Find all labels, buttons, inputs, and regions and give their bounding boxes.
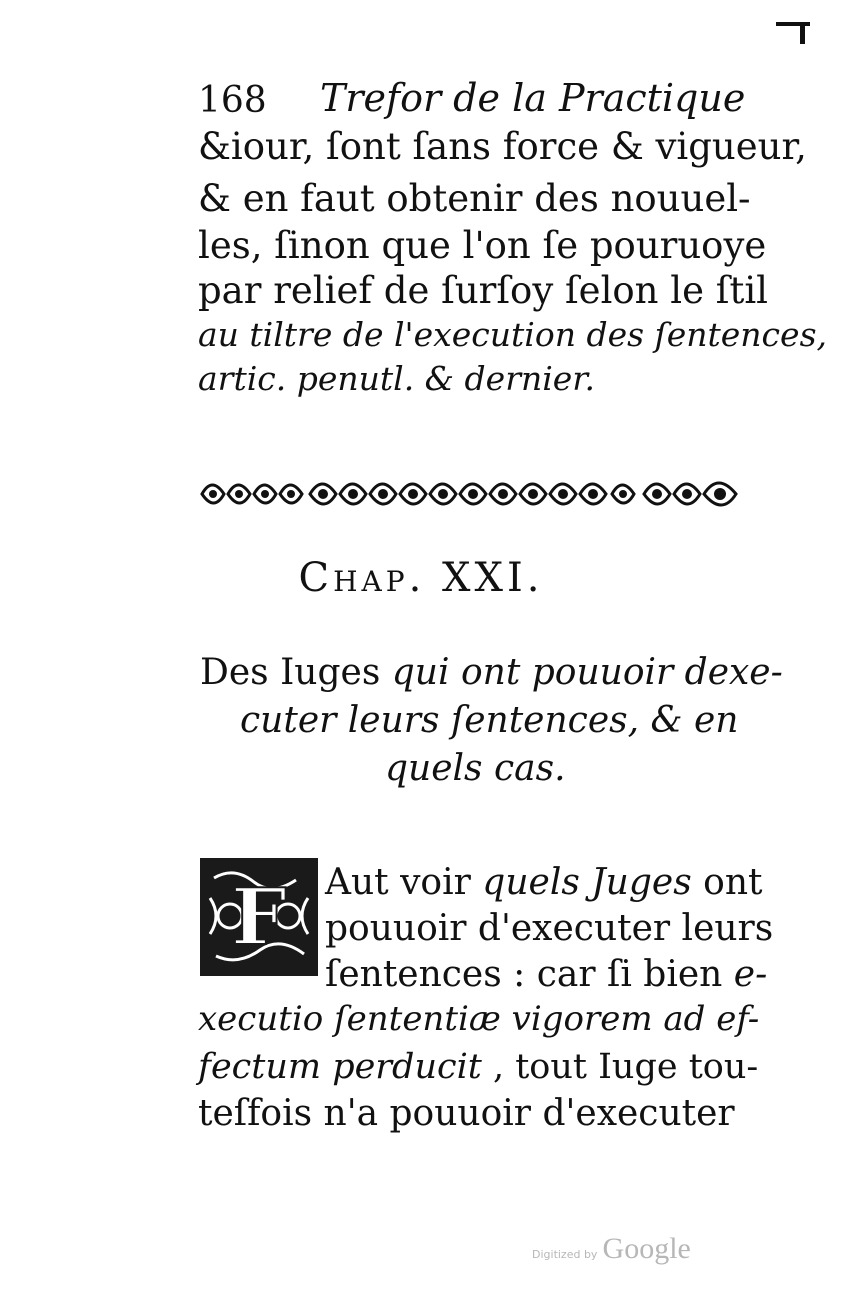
chapter-subtitle-line: quels cas. bbox=[385, 748, 566, 789]
digitized-watermark bbox=[532, 1232, 691, 1266]
paragraph-line: fectum perducit , tout Iuge tou- bbox=[198, 1047, 759, 1087]
chapter-subtitle-line: Des Iuges qui ont pouuoir dexe- bbox=[200, 652, 783, 693]
chapter-subtitle-line: cuter leurs ſentences, & en bbox=[240, 700, 739, 741]
chapter-heading: Chap. XXI. bbox=[298, 555, 544, 601]
fleuron-band-icon bbox=[198, 470, 743, 518]
watermark-brand: Google bbox=[602, 1232, 691, 1265]
running-title: Trefor de la Practique bbox=[320, 76, 746, 120]
body-line-italic: artic. penutl. & dernier. bbox=[198, 359, 595, 398]
paragraph-line: teſfois n'a pouuoir d'executer bbox=[198, 1093, 735, 1134]
page-number: 168 bbox=[198, 80, 267, 121]
paragraph-line: xecutio ſententiæ vigorem ad ef- bbox=[198, 999, 760, 1039]
body-line: & en faut obtenir des nouuel- bbox=[198, 177, 751, 220]
paragraph-line: ſentences : car ſi bien e- bbox=[325, 954, 768, 995]
body-line: par relief de ſurſoy ſelon le ſtil bbox=[198, 269, 768, 312]
watermark-prefix: Digitized by bbox=[532, 1248, 598, 1261]
svg-text:F: F bbox=[231, 872, 287, 963]
body-line-italic: au tiltre de l'execution des ſentences, bbox=[198, 315, 827, 354]
paragraph-line: Aut voir quels Juges ont bbox=[325, 862, 763, 903]
decorated-initial-icon bbox=[200, 858, 318, 976]
body-line: &iour, ſont ſans force & vigueur, bbox=[198, 125, 807, 168]
paragraph-line: pouuoir d'executer leurs bbox=[325, 908, 774, 949]
page-header bbox=[198, 72, 758, 132]
scan-mark bbox=[800, 22, 805, 44]
body-line: les, ſinon que l'on ſe pouruoye bbox=[198, 224, 767, 267]
